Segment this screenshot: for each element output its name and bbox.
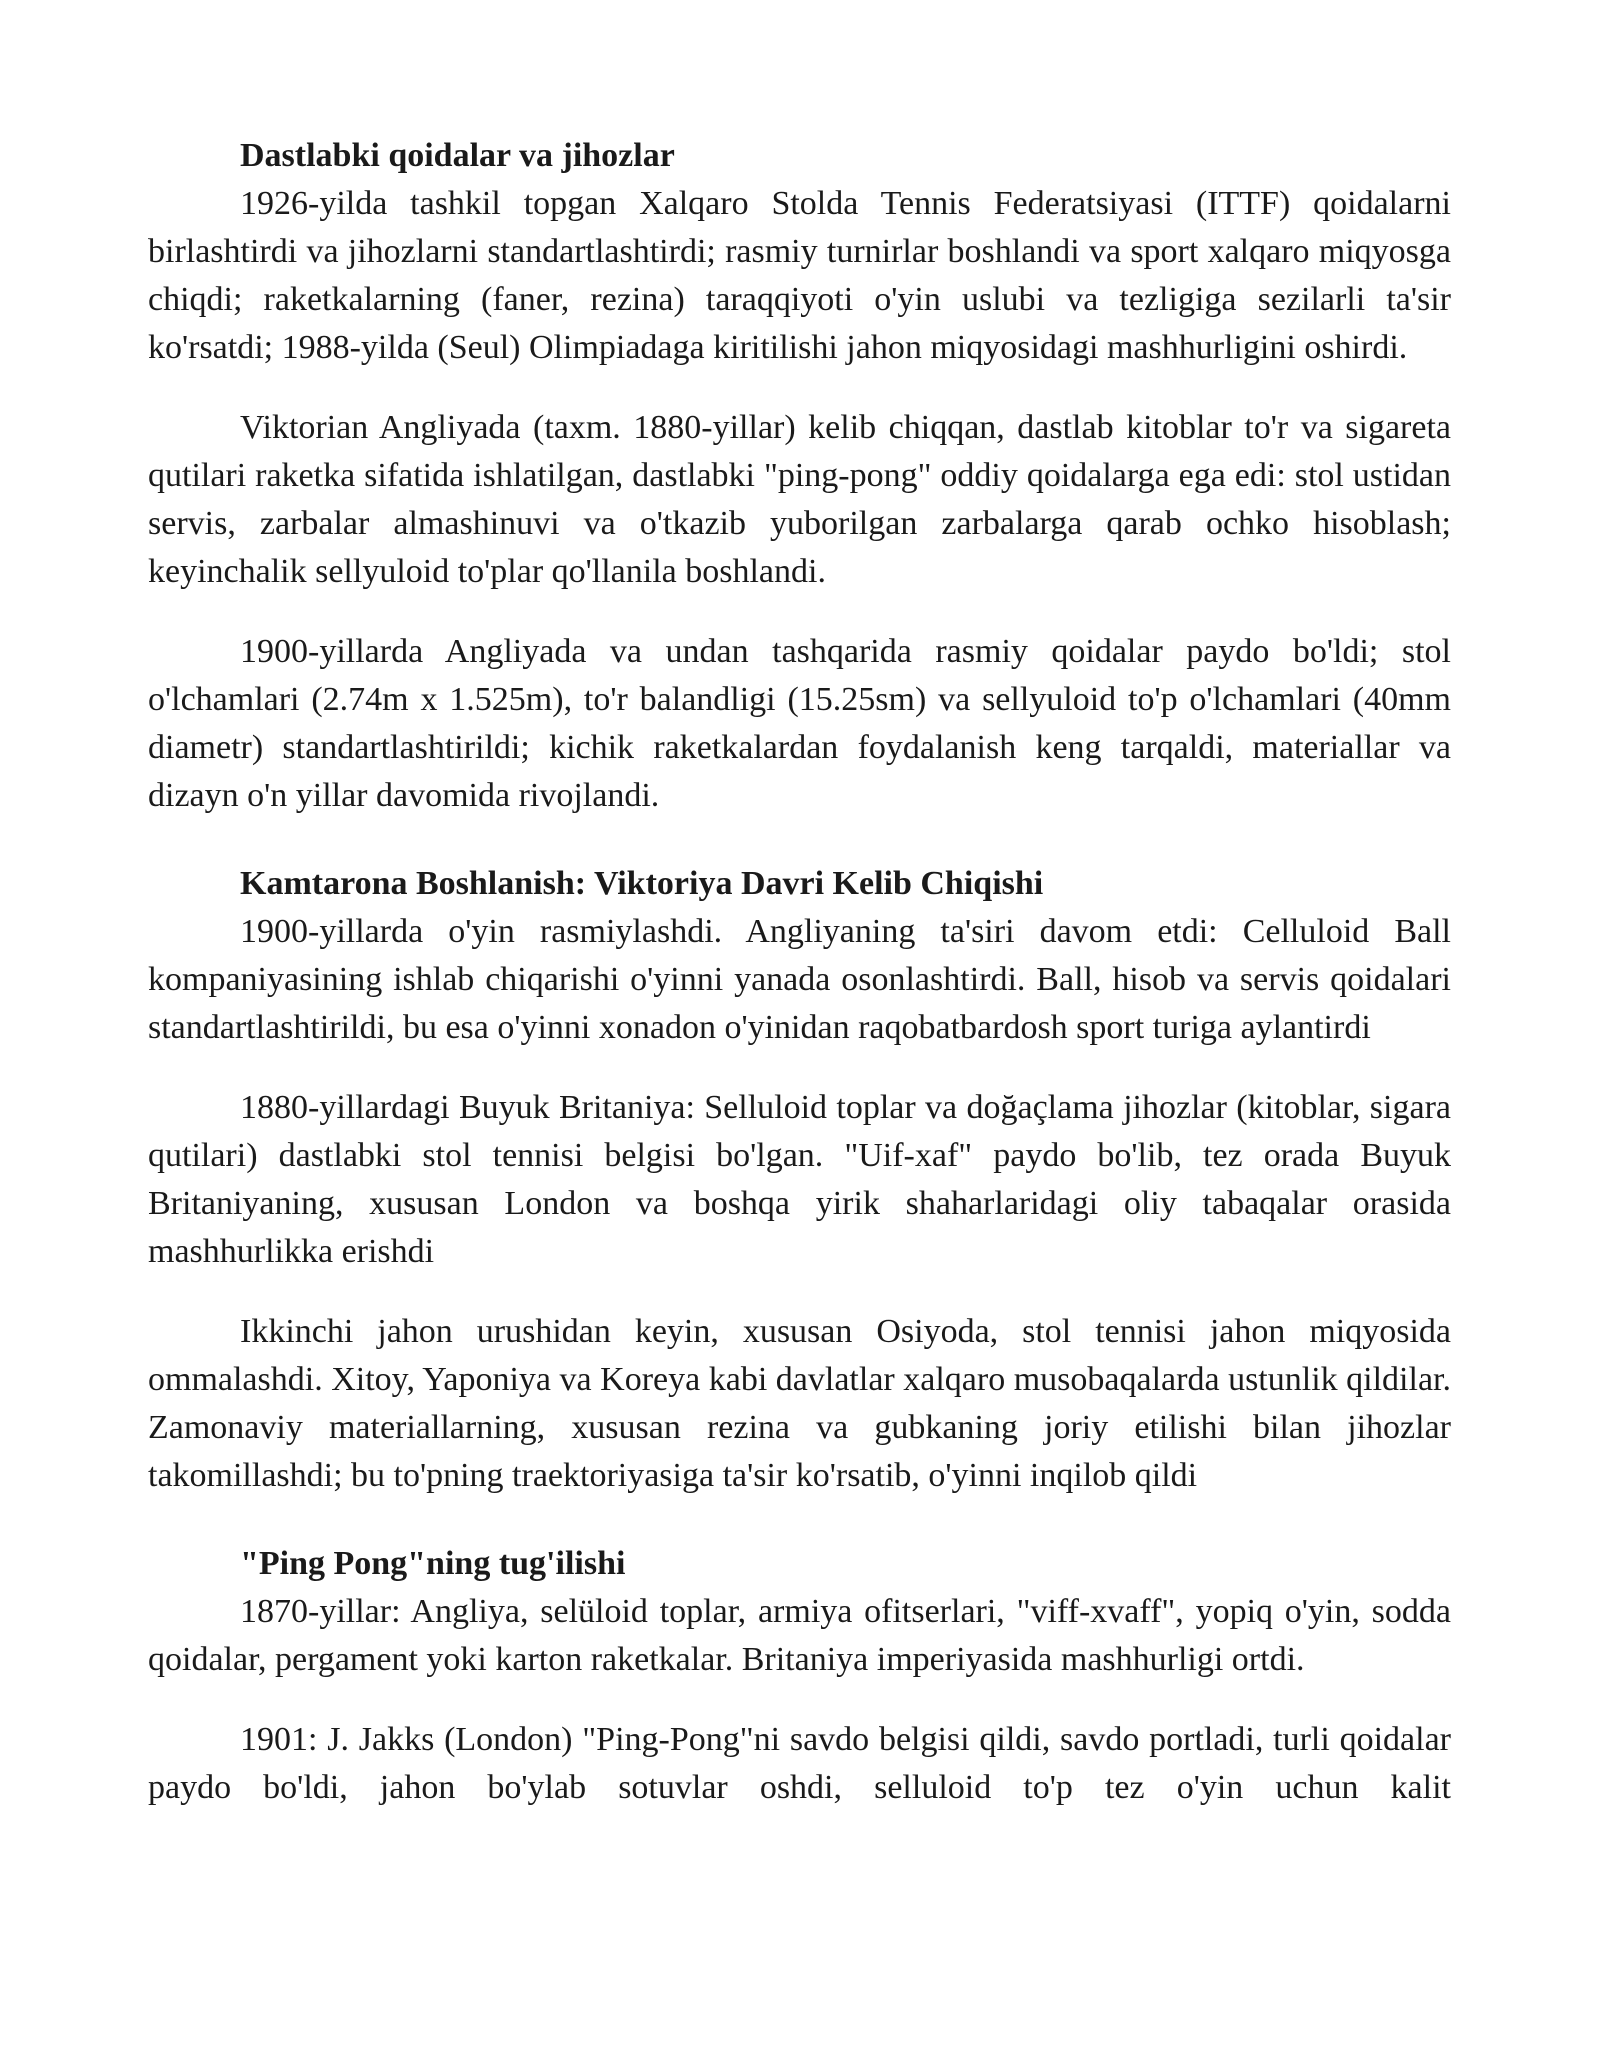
paragraph: 1870-yillar: Angliya, selüloid toplar, armiya ofitserlari, "viff-xvaff", yopiq o'yin, sodda qoidalar, pergament yoki karton raketkalar. Britaniya imperiyasida mashhurligi ortdi. [148,1593,1451,1678]
section-heading: Kamtarona Boshlanish: Viktoriya Davri Kelib Chiqishi [240,865,1044,902]
paragraph: 1926-yilda tashkil topgan Xalqaro Stolda Tennis Federatsiyasi (ITTF) qoidalarni birlashtirdi va jihozlarni standartlashtirdi; rasmiy turnirlar boshlandi va sport xalqaro miqyosga chiqdi; raketkalarning (faner, rezina) taraqqiyoti o'yin uslubi va tezligiga sezilarli ta'sir ko'rsatdi; 1988-yilda (Seul) Olimpiadaga kiritilishi jahon miqyosidagi mashhurligini oshirdi. [148,185,1451,366]
paragraph: 1901: J. Jakks (London) "Ping-Pong"ni savdo belgisi qildi, savdo portladi, turli qoidalar paydo bo'ldi, jahon bo'ylab sotuvlar oshdi, selluloid to'p tez o'yin uchun kalit [148,1721,1451,1806]
paragraph: Ikkinchi jahon urushidan keyin, xususan Osiyoda, stol tennisi jahon miqyosida ommalashdi. Xitoy, Yaponiya va Koreya kabi davlatlar xalqaro musobaqalarda ustunlik qildilar. Zamonaviy materiallarning, xususan rezina va gubkaning joriy etilishi bilan jihozlar takomillashdi; bu to'pning traektoriyasiga ta'sir ko'rsatib, o'yinni inqilob qildi [148,1313,1451,1494]
paragraph: 1900-yillarda Angliyada va undan tashqarida rasmiy qoidalar paydo bo'ldi; stol o'lchamlari (2.74m x 1.525m), to'r balandligi (15.25sm) va sellyuloid to'p o'lchamlari (40mm diametr) standartlashtirildi; kichik raketkalardan foydalanish keng tarqaldi, materiallar va dizayn o'n yillar davomida rivojlandi. [148,633,1451,814]
paragraph: 1880-yillardagi Buyuk Britaniya: Selluloid toplar va doğaçlama jihozlar (kitoblar, sigara qutilari) dastlabki stol tennisi belgisi bo'lgan. "Uif-xaf" paydo bo'lib, tez orada Buyuk Britaniyaning, xususan London va boshqa yirik shaharlaridagi oliy tabaqalar orasida mashhurlikka erishdi [148,1089,1451,1270]
document-page [148,132,1451,1812]
paragraph: Viktorian Angliyada (taxm. 1880-yillar) kelib chiqqan, dastlab kitoblar to'r va sigareta qutilari raketka sifatida ishlatilgan, dastlabki "ping-pong" oddiy qoidalarga ega edi: stol ustidan servis, zarbalar almashinuvi va o'tkazib yuborilgan zarbalarga qarab ochko hisoblash; keyinchalik sellyuloid to'plar qo'llanila boshlandi. [148,409,1451,590]
section-heading: "Ping Pong"ning tug'ilishi [240,1545,626,1582]
paragraph: 1900-yillarda o'yin rasmiylashdi. Angliyaning ta'siri davom etdi: Celluloid Ball kompaniyasining ishlab chiqarishi o'yinni yanada osonlashtirdi. Ball, hisob va servis qoidalari standartlashtirildi, bu esa o'yinni xonadon o'yinidan raqobatbardosh sport turiga aylantirdi [148,913,1451,1046]
section-heading: Dastlabki qoidalar va jihozlar [240,137,675,174]
